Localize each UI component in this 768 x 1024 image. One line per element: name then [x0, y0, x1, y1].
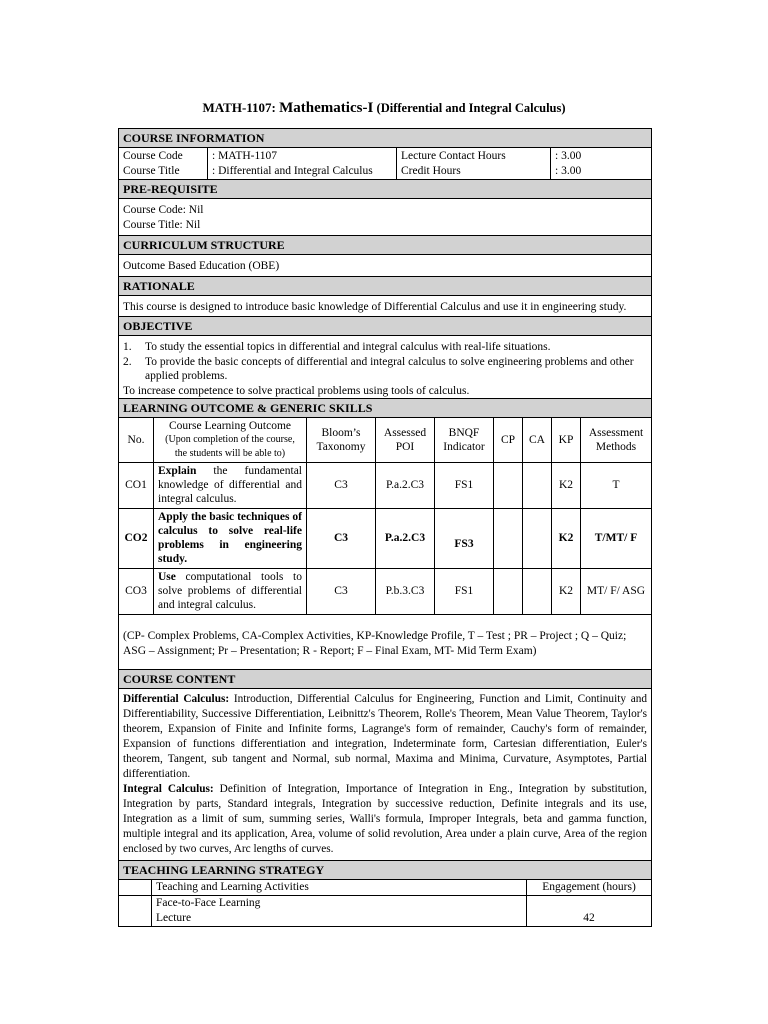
prereq-header: PRE-REQUISITE [119, 179, 651, 199]
curriculum-header: CURRICULUM STRUCTURE [119, 235, 651, 255]
table-row: CO1 Explain the fundamental knowledge of differential and integral calculus. C3 P.a.2.C3 FS1 K2 T [119, 462, 651, 508]
prereq-title: Course Title: Nil [123, 218, 201, 231]
page-title [0, 100, 768, 117]
course-info-table [119, 148, 651, 179]
course-sheet [118, 128, 652, 927]
col-engagement: Engagement (hours) [527, 880, 652, 896]
learning-header: LEARNING OUTCOME & GENERIC SKILLS [119, 398, 651, 418]
table-row [119, 895, 651, 926]
col-bnqf: BNQF Indicator [435, 418, 494, 462]
prereq-block [119, 199, 651, 235]
credit-hours-label: Credit Hours [401, 164, 461, 177]
col-kp: KP [552, 418, 581, 462]
course-content [119, 689, 651, 860]
contact-hours-value: : 3.00 [555, 149, 582, 162]
col-bloom: Bloom’s Taxonomy [307, 418, 376, 462]
learning-outcome-table [119, 418, 651, 615]
tls-face-to-face: Face-to-Face Learning [156, 896, 261, 909]
title-code: MATH-1107: [202, 100, 276, 115]
tls-lecture: Lecture [156, 911, 192, 924]
col-activities: Teaching and Learning Activities [152, 880, 527, 896]
col-ca: CA [523, 418, 552, 462]
table-row: CO2 Apply the basic techniques of calculus to solve real-life problems in engineering study. C3 P.a.2.C3 FS3 K2 T/MT/ F [119, 508, 651, 568]
col-no: No. [119, 418, 154, 462]
course-info-header: COURSE INFORMATION [119, 128, 651, 148]
col-clo: Course Learning Outcome (Upon completion of the course, the students will be able to) [154, 418, 307, 462]
tls-header: TEACHING LEARNING STRATEGY [119, 860, 651, 880]
title-paren: (Differential and Integral Calculus) [376, 101, 566, 115]
course-info-labels [119, 148, 208, 179]
title-name: Mathematics-I [279, 100, 374, 116]
tls-header-row [119, 880, 651, 896]
col-assessment: Assessment Methods [581, 418, 652, 462]
objective-item: 2. To provide the basic concepts of differential and integral calculus to solve engineering problems and other applied problems. [123, 355, 634, 382]
objective-extra: To increase competence to solve practical problems using tools of calculus. [123, 384, 470, 397]
content-header: COURSE CONTENT [119, 669, 651, 689]
contact-hours-label: Lecture Contact Hours [401, 149, 506, 162]
hours-labels [397, 148, 551, 179]
prereq-code: Course Code: Nil [123, 204, 204, 216]
objective-item: 1. To study the essential topics in differential and integral calculus with real-life situations. [123, 341, 551, 353]
table-row: CO3 Use computational tools to solve problems of differential and integral calculus. C3 P.b.3.C3 FS1 K2 MT/ F/ ASG [119, 568, 651, 614]
legend-text: (CP- Complex Problems, CA-Complex Activities, KP-Knowledge Profile, T – Test ; PR – Project ; Q – Quiz; ASG – Assignment; Pr – Presentation; R - Report; F – Final Exam, MT- Mid Term Exam) [123, 629, 627, 657]
hours-values [551, 148, 652, 179]
curriculum-text: Outcome Based Education (OBE) [123, 260, 280, 272]
course-title-label: Course Title [123, 164, 180, 177]
course-code-value: : MATH-1107 [212, 149, 278, 162]
integral-paragraph: Integral Calculus: Definition of Integration, Importance of Integration in Eng., Integration by substitution, Integration by parts, Standard integrals, Integration by successive reduction, Definite integrals and its use, Integration as a limit of sum, summing series, Walli's formula, Improper Integrals, beta and gamma function, multiple integral and its application, Area, volume of solid revolution, Area under a plain curve, Area of the region enclosed by two curves, Arc lengths of curves. [123, 782, 647, 855]
rationale-text: This course is designed to introduce basic knowledge of Differential Calculus and use it in engineering study. [123, 300, 627, 313]
teaching-strategy-table [119, 880, 651, 927]
course-title-value: : Differential and Integral Calculus [212, 164, 373, 177]
course-info-values [208, 148, 397, 179]
objective-block [119, 336, 651, 398]
col-poi: Assessed POI [376, 418, 435, 462]
tls-lecture-hours: 42 [527, 895, 652, 926]
objective-header: OBJECTIVE [119, 316, 651, 336]
credit-hours-value: : 3.00 [555, 164, 582, 177]
rationale-header: RATIONALE [119, 276, 651, 296]
col-cp: CP [494, 418, 523, 462]
course-code-label: Course Code [123, 149, 183, 162]
differential-paragraph: Differential Calculus: Introduction, Differential Calculus for Engineering, Function and Limit, Continuity and Differentiability, Successive Differentiation, Leibnittz's Theorem, Rolle's Theorem, Mean Value Theorem, Taylor's theorem, Expansion of Finite and Infinite forms, Lagrange's form of remainder, Cauchy's form of remainder, Expansion of functions differentiation and integration, Indeterminate form, Cartesian differentiation, Euler's theorem, Tangent, sub tangent and Normal, sub normal, Maxima and Minima, Curvature, Asymptotes, Partial differentiation. [123, 692, 648, 780]
learning-header-row [119, 418, 651, 462]
objective-list [123, 340, 647, 384]
